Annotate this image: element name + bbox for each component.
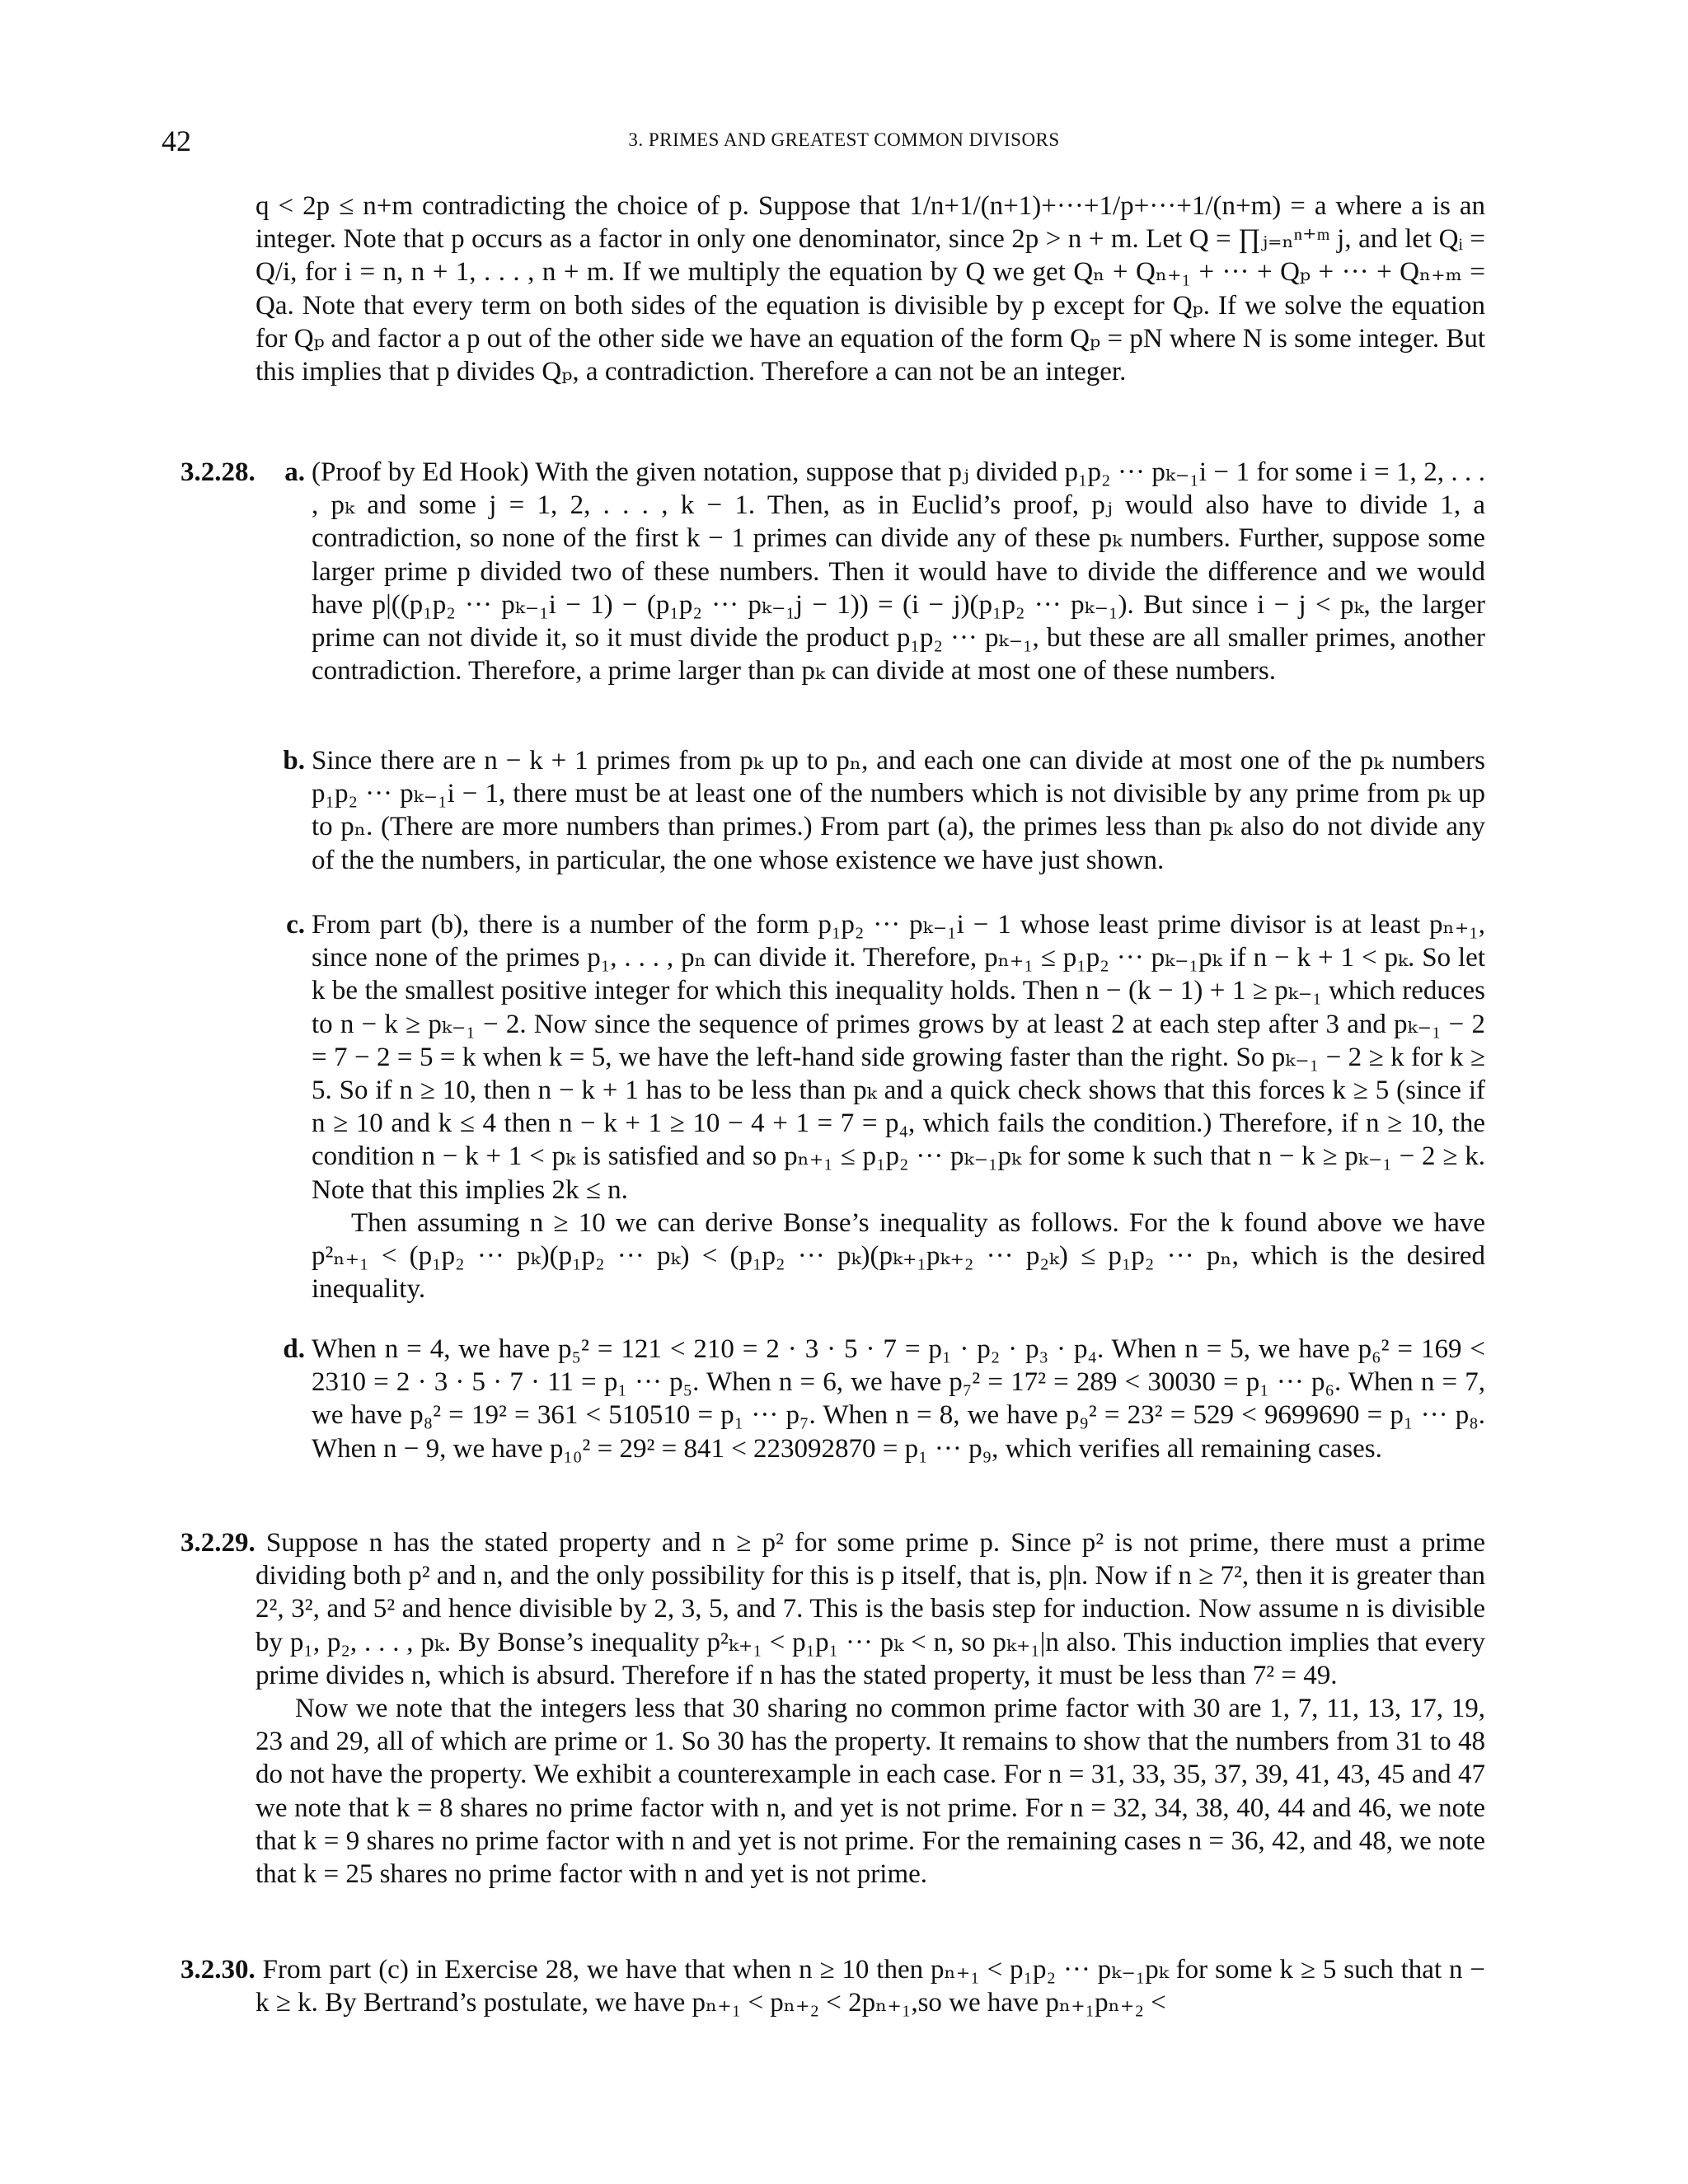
part-label-d: d. [283, 1334, 305, 1364]
solution-3-2-29 [181, 1526, 1485, 1891]
continuation-paragraph [256, 190, 1485, 388]
paragraph-text: Suppose n has the stated property and n ≥ p² for some prime p. Since p² is not prime, there must a prime dividing both p² and n, and the only possibility for this is p itself, that is, p|n. Now if n ≥ 7², then it is greater than 2², 3², and 5² and hence divisible by 2, 3, 5, and 7. This is the basis step for induction. Now assume n is divisible by p₁, p₂, . . . , pₖ. By Bonse’s inequality p²ₖ₊₁ < p₁p₁ ··· pₖ < n, so pₖ₊₁|n also. This induction implies that every prime divides n, which is absurd. Therefore if n has the stated property, it must be less than 7² = 49. [256, 1528, 1485, 1690]
solution-paragraph [181, 1953, 1485, 2019]
paragraph-text: (Proof by Ed Hook) With the given notation, suppose that pⱼ divided p₁p₂ ··· pₖ₋₁i − 1 for some i = 1, 2, . . . , pₖ and some j = 1, 2, . . . , k − 1. Then, as in Euclid’s proof, pⱼ would also have to divide 1, a contradiction, so none of the first k − 1 primes can divide any of these pₖ numbers. Further, suppose some larger prime p divided two of these numbers. Then it would have to divide the difference and we would have p|((p₁p₂ ··· pₖ₋₁i − 1) − (p₁p₂ ··· pₖ₋₁j − 1)) = (i − j)(p₁p₂ ··· pₖ₋₁). But since i − j < pₖ, the larger prime can not divide it, so it must divide the product p₁p₂ ··· pₖ₋₁, but these are all smaller primes, another contradiction. Therefore, a prime larger than pₖ can divide at most one of these numbers. [312, 457, 1485, 687]
part-label-c: c. [286, 910, 305, 940]
paragraph-text: From part (c) in Exercise 28, we have that when n ≥ 10 then pₙ₊₁ < p₁p₂ ··· pₖ₋₁pₖ for some k ≥ 5 such that n − k ≥ k. By Bertrand’s postulate, we have pₙ₊₁ < pₙ₊₂ < 2pₙ₊₁,so we have pₙ₊₁pₙ₊₂ < [256, 1955, 1485, 2018]
solution-3-2-28-part-c [286, 908, 1485, 1305]
paragraph-text: q < 2p ≤ n+m contradicting the choice of p. Suppose that 1/n+1/(n+1)+···+1/p+···+1/(n+m) = a where a is an integer. Note that p occurs as a factor in only one denominator, since 2p > n + m. Let Q = ∏ⱼ₌ₙⁿ⁺ᵐ j, and let Qᵢ = Q/i, for i = n, n + 1, . . . , n + m. If we multiply the equation by Q we get Qₙ + Qₙ₊₁ + ··· + Qₚ + ··· + Qₙ₊ₘ = Qa. Note that every term on both sides of the equation is divisible by p except for Qₚ. If we solve the equation for Qₚ and factor a p out of the other side we have an equation of the form Qₚ = pN where N is some integer. But this implies that p divides Qₚ, a contradiction. Therefore a can not be an integer. [256, 191, 1485, 387]
part-label-a: a. [284, 457, 305, 487]
page-number: 42 [162, 124, 191, 157]
part-label-b: b. [283, 746, 305, 776]
solution-number-3-2-30: 3.2.30. [181, 1955, 263, 1985]
solution-3-2-28-part-b [283, 744, 1485, 877]
paragraph-text: Since there are n − k + 1 primes from pₖ up to pₙ, and each one can divide at most one of the pₖ numbers p₁p₂ ··· pₖ₋₁i − 1, there must be at least one of the numbers which is not divisible by any prime from pₖ up to pₙ. (There are more numbers than primes.) From part (a), the primes less than pₖ also do not divide any of the the numbers, in particular, the one whose existence we have just shown. [312, 746, 1485, 875]
paragraph-text: From part (b), there is a number of the form p₁p₂ ··· pₖ₋₁i − 1 whose least prime divisor is at least pₙ₊₁, since none of the primes p₁, . . . , pₙ can divide it. Therefore, pₙ₊₁ ≤ p₁p₂ ··· pₖ₋₁pₖ if n − k + 1 < pₖ. So let k be the smallest positive integer for which this inequality holds. Then n − (k − 1) + 1 ≥ pₖ₋₁ which reduces to n − k ≥ pₖ₋₁ − 2. Now since the sequence of primes grows by at least 2 at each step after 3 and pₖ₋₁ − 2 = 7 − 2 = 5 = k when k = 5, we have the left-hand side growing faster than the right. So pₖ₋₁ − 2 ≥ k for k ≥ 5. So if n ≥ 10, then n − k + 1 has to be less than pₖ and a quick check shows that this forces k ≥ 5 (since if n ≥ 10 and k ≤ 4 then n − k + 1 ≥ 10 − 4 + 1 = 7 = p₄, which fails the condition.) Therefore, if n ≥ 10, the condition n − k + 1 < pₖ is satisfied and so pₙ₊₁ ≤ p₁p₂ ··· pₖ₋₁pₖ for some k such that n − k ≥ pₖ₋₁ − 2 ≥ k. Note that this implies 2k ≤ n. [312, 910, 1485, 1205]
running-head: 3. PRIMES AND GREATEST COMMON DIVISORS [628, 129, 1060, 150]
paragraph-text: When n = 4, we have p₅² = 121 < 210 = 2 · 3 · 5 · 7 = p₁ · p₂ · p₃ · p₄. When n = 5, we have p₆² = 169 < 2310 = 2 · 3 · 5 · 7 · 11 = p₁ ··· p₅. When n = 6, we have p₇² = 17² = 289 < 30030 = p₁ ··· p₆. When n = 7, we have p₈² = 19² = 361 < 510510 = p₁ ··· p₇. When n = 8, we have p₉² = 23² = 529 < 9699690 = p₁ ··· p₈. When n − 9, we have p₁₀² = 29² = 841 < 223092870 = p₁ ··· p₉, which verifies all remaining cases. [312, 1334, 1485, 1464]
solution-3-2-30 [181, 1953, 1485, 2019]
solution-number-3-2-29: 3.2.29. [181, 1528, 266, 1558]
solution-paragraph [181, 1526, 1485, 1692]
solution-3-2-28-part-a [284, 456, 1485, 687]
paragraph-text: Then assuming n ≥ 10 we can derive Bonse’s inequality as follows. For the k found above we have p²ₙ₊₁ < (p₁p₂ ··· pₖ)(p₁p₂ ··· pₖ) < (p₁p₂ ··· pₖ)(pₖ₊₁pₖ₊₂ ··· p₂ₖ) ≤ p₁p₂ ··· pₙ, which is the desired inequality. [312, 1207, 1485, 1305]
solution-number-3-2-28: 3.2.28. [181, 457, 256, 487]
paragraph-text: Now we note that the integers less that 30 sharing no common prime factor with 30 are 1, 7, 11, 13, 17, 19, 23 and 29, all of which are prime or 1. So 30 has the property. It remains to show that the numbers from 31 to 48 do not have the property. We exhibit a counterexample in each case. For n = 31, 33, 35, 37, 39, 41, 43, 45 and 47 we note that k = 8 shares no prime factor with n, and yet is not prime. For n = 32, 34, 38, 40, 44 and 46, we note that k = 9 shares no prime factor with n and yet is not prime. For the remaining cases n = 36, 42, and 48, we note that k = 25 shares no prime factor with n and yet is not prime. [256, 1694, 1485, 1890]
solution-3-2-28-part-d [283, 1333, 1485, 1465]
